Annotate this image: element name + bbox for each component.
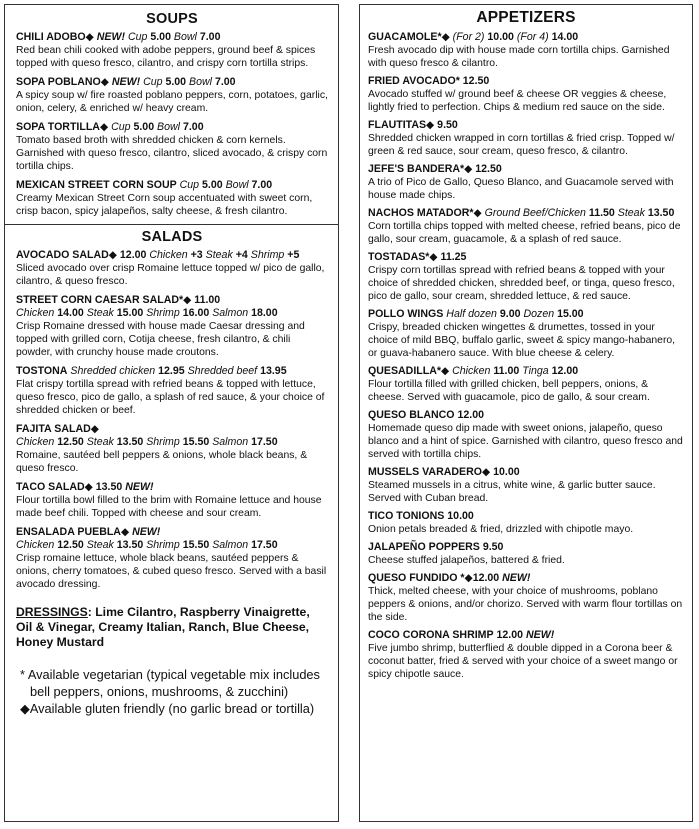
price: 12.50 [462,75,490,87]
menu-item-flautitas [368,119,684,158]
price-label: Steak [617,207,645,219]
menu-item-avocado-salad [16,249,328,288]
item-name: TOSTADAS*◆ [368,251,438,263]
price: +3 [190,249,203,261]
item-description: Sliced avocado over crisp Romaine lettuce topped w/ pico de gallo, cilantro, & queso fresco. [16,263,325,287]
menu-item-ensalada-puebla [16,526,328,591]
new-badge: NEW! [111,76,141,88]
price-label: Chicken [149,249,188,261]
menu-item-chili-adobo [16,31,328,70]
menu-item-street-corn-caesar [16,294,328,359]
price-label: Shrimp [146,307,180,319]
price-label: Bowl [157,121,181,133]
price-label: Salmon [212,436,249,448]
menu-item-guacamole [368,31,684,70]
price: 13.50 [647,207,675,219]
price-label: Cup [143,76,163,88]
menu-item-tostona [16,365,328,417]
menu-item-tostadas [368,251,684,303]
item-name: GUACAMOLE*◆ [368,31,450,43]
item-description: Crispy, breaded chicken wingettes & drumettes, tossed in your choice of mild BBQ, buffalo garlic, sweet & spicy mango-habanero, or guava-habanero sauce. With blue cheese & celery. [368,322,676,359]
appetizers-heading: APPETIZERS [476,9,576,26]
price-label: Shredded beef [187,365,258,377]
menu-item-mussels-varadero [368,466,684,505]
item-description: Crispy corn tortillas spread with refried beans & topped with your choice of shredded chicken, shredded beef, or tinga, queso fresco, pico de gallo, sour cream, shredded lettuce, & red sauce. [368,265,675,302]
price: 13.50 [116,539,144,551]
menu-item-queso-blanco [368,409,684,461]
item-description: Tomato based broth with shredded chicken & corn kernels. Garnished with queso fresco, cilantro, sliced avocado, & crispy corn tortilla chips. [16,135,328,172]
price-label: Salmon [212,307,249,319]
left-menu-panel [4,4,339,822]
menu-item-jefes-bandera [368,163,684,202]
price: 15.00 [116,307,144,319]
price: +4 [235,249,248,261]
item-description: Fresh avocado dip with house made corn tortilla chips. Garnished with queso fresco & cilantro. [368,45,670,69]
dressings-options: : Lime Cilantro, Raspberry Vinaigrette, Oil & Vinegar, Creamy Italian, Ranch, Blue Cheese, Honey Mustard [16,605,310,649]
price: 12.00 [119,249,147,261]
price-label: Bowl [189,76,212,88]
price: 14.00 [57,307,84,319]
price-label: Tinga [522,365,549,377]
price-label: Chicken [16,436,55,448]
item-description: Thick, melted cheese, with your choice of mushrooms, poblano peppers & onions, and/or chorizo. Served with warm flour tortillas on the side. [368,586,683,623]
price-label: Half dozen [446,308,497,320]
price: 12.50 [475,163,502,175]
soups-heading: SOUPS [146,11,198,27]
vegetarian-footnote: * Available vegetarian (typical vegetable mix includes bell peppers, onions, mushrooms, & zucchini) [20,667,320,699]
price-label: Shredded chicken [70,365,156,377]
menu-item-nachos-matador [368,207,684,246]
menu-item-taco-salad [16,481,328,520]
price-label: Bowl [173,31,197,43]
item-description: Flat crispy tortilla spread with refried beans & topped with lettuce, queso fresco, pico de gallo, a splash of red sauce, & your choice of shredded chicken or beef. [16,379,325,416]
item-name: SOPA TORTILLA◆ [16,121,109,133]
menu-item-street-corn-soup [16,179,328,218]
price-label: Cup [111,121,131,133]
price-label: (For 2) [452,31,485,43]
price: 7.00 [251,179,273,191]
menu-item-queso-fundido [368,572,684,624]
price: 13.95 [260,365,287,377]
price: 10.00 [493,466,520,478]
price-label: Steak [86,436,114,448]
item-description: Onion petals breaded & fried, drizzled with chipotle mayo. [368,524,634,535]
menu-item-jalapeno-poppers [368,541,684,567]
price-label: Salmon [212,539,249,551]
item-name: FLAUTITAS◆ [368,119,435,131]
price: 18.00 [251,307,278,319]
menu-item-sopa-poblano [16,76,328,115]
price: 13.50 [95,481,123,493]
price: 7.00 [199,31,221,43]
price-label: Steak [205,249,233,261]
item-description: Crisp Romaine dressed with house made Caesar dressing and topped with grilled corn, Cotija cheese, fresh cilantro, & chili powder, with crunchy house made croutons. [16,321,305,358]
item-name: TOSTONA [16,365,68,377]
item-name: FAJITA SALAD◆ [16,423,99,435]
price: 15.50 [182,436,210,448]
item-name: QUESO FUNDIDO *◆ [368,572,473,584]
price-label: Shrimp [250,249,285,261]
item-description: Avocado stuffed w/ ground beef & cheese OR veggies & cheese, lightly fried to perfection. Chips & medium red sauce on the side. [368,89,667,113]
price: 15.00 [557,308,584,320]
price: 13.50 [116,436,144,448]
price: 12.00 [472,572,500,584]
price-label: Shrimp [146,539,180,551]
price: 9.50 [437,119,458,131]
item-name: NACHOS MATADOR*◆ [368,207,482,219]
item-name: FRIED AVOCADO* [368,75,460,87]
item-name: CHILI ADOBO◆ [16,31,94,43]
price: 16.00 [182,307,210,319]
price: 5.00 [202,179,223,191]
price: 5.00 [133,121,155,133]
menu-item-fajita-salad [16,423,328,475]
price-label: Chicken [452,365,491,377]
item-name: AVOCADO SALAD◆ [16,249,117,261]
item-description: Flour tortilla bowl filled to the brim with Romaine lettuce and house made beef chili. Topped with cheese and sour cream. [16,495,322,519]
item-description: Five jumbo shrimp, butterflied & double dipped in a Corona beer & coconut batter, fried & served with your choice of a sweet mango or spicy chipotle sauce. [368,643,678,680]
price: 12.00 [457,409,484,421]
item-name: STREET CORN CAESAR SALAD*◆ [16,294,192,306]
item-description: Shredded chicken wrapped in corn tortillas & fried crisp. Topped w/ green & red sauce, sour cream, queso fresco, & cilantro. [368,133,675,157]
item-description: Cheese stuffed jalapeños, battered & fried. [368,555,565,566]
price: 10.00 [487,31,514,43]
price: 11.00 [194,294,221,306]
item-description: Flour tortilla filled with grilled chicken, bell peppers, onions, & cheese. Served with guacamole, pico de gallo, & sour cream. [368,379,650,403]
price: 12.50 [57,539,84,551]
price-label: Steak [86,307,114,319]
price-label: Chicken [16,307,55,319]
new-badge: NEW! [96,31,125,43]
item-name: TACO SALAD◆ [16,481,93,493]
item-description: Creamy Mexican Street Corn soup accentuated with sweet corn, crisp bacon, spicy jalapeños, salty cheese, & fresh cilantro. [16,193,313,217]
price: 10.00 [447,510,474,522]
menu-item-sopa-tortilla [16,121,328,173]
item-name: QUESADILLA*◆ [368,365,450,377]
item-description: Crisp romaine lettuce, whole black beans, sautéed peppers & onions, cherry tomatoes, & cubed queso fresco. Served with a basil avocado dressing. [16,553,327,590]
item-name: JALAPEÑO POPPERS [368,541,480,553]
price: 14.00 [551,31,579,43]
price: 7.00 [182,121,204,133]
dressings-label: DRESSINGS [16,605,88,619]
price-label: Cup [179,179,200,191]
menu-item-pollo-wings [368,308,684,360]
item-description: Corn tortilla chips topped with melted cheese, refried beans, pico de gallo, sour cream, guacamole, & a splash of red sauce. [368,221,681,245]
price-label: Steak [86,539,114,551]
price-label: Shrimp [146,436,180,448]
item-description: Steamed mussels in a citrus, white wine, & garlic butter sauce. Served with Cuban bread. [368,480,656,504]
price: 17.50 [251,539,278,551]
price: 11.25 [440,251,467,263]
item-description: Red bean chili cooked with adobe peppers, ground beef & spices topped with queso fresco, cilantro, and crispy corn tortilla strips. [16,45,316,69]
item-name: COCO CORONA SHRIMP [368,629,494,641]
price-label: Cup [127,31,148,43]
menu-item-coco-corona-shrimp [368,629,684,681]
new-badge: NEW! [132,526,161,538]
new-badge: NEW! [125,481,154,493]
item-description: A trio of Pico de Gallo, Queso Blanco, and Guacamole served with house made chips. [368,177,674,201]
price: 15.50 [182,539,210,551]
menu-item-fried-avocado [368,75,684,114]
price-label: Ground Beef/Chicken [484,207,586,219]
menu-item-quesadilla [368,365,684,404]
right-menu-panel [359,4,693,822]
item-name: QUESO BLANCO [368,409,455,421]
price: 12.50 [57,436,84,448]
item-description: A spicy soup w/ fire roasted poblano peppers, corn, potatoes, garlic, onion, celery, & enriched w/ heavy cream. [16,90,328,114]
section-divider [5,224,338,225]
item-description: Romaine, sautéed bell peppers & onions, whole black beans, & queso fresco. [16,450,308,474]
item-description: Homemade queso dip made with sweet onions, jalapeño, queso blanco and a hint of spice. Garnished with cilantro, queso fresco and served with tortilla chips. [368,423,683,460]
price: 9.50 [482,541,504,553]
price-label: Bowl [225,179,249,191]
salads-heading: SALADS [141,229,203,245]
price: 5.00 [150,31,171,43]
new-badge: NEW! [525,629,555,641]
item-name: TICO TONIONS [368,510,445,522]
price: 12.95 [158,365,185,377]
footnotes [16,666,328,717]
dressings-list [16,605,328,650]
price: 11.50 [588,207,615,219]
price: 12.00 [551,365,579,377]
new-badge: NEW! [502,572,531,584]
item-name: ENSALADA PUEBLA◆ [16,526,130,538]
item-name: SOPA POBLANO◆ [16,76,109,88]
price: +5 [287,249,300,261]
item-name: MEXICAN STREET CORN SOUP [16,179,177,191]
price: 7.00 [214,76,236,88]
item-name: POLLO WINGS [368,308,444,320]
price: 17.50 [251,436,278,448]
price: 9.00 [499,308,521,320]
price: 5.00 [165,76,187,88]
item-name: MUSSELS VARADERO◆ [368,466,491,478]
price: 11.00 [493,365,520,377]
menu-item-tico-tonions [368,510,684,536]
price-label: Chicken [16,539,55,551]
price-label: (For 4) [516,31,549,43]
gluten-friendly-footnote: ◆Available gluten friendly (no garlic bread or tortilla) [20,701,315,716]
item-name: JEFE'S BANDERA*◆ [368,163,473,175]
price: 12.00 [496,629,524,641]
price-label: Dozen [523,308,555,320]
